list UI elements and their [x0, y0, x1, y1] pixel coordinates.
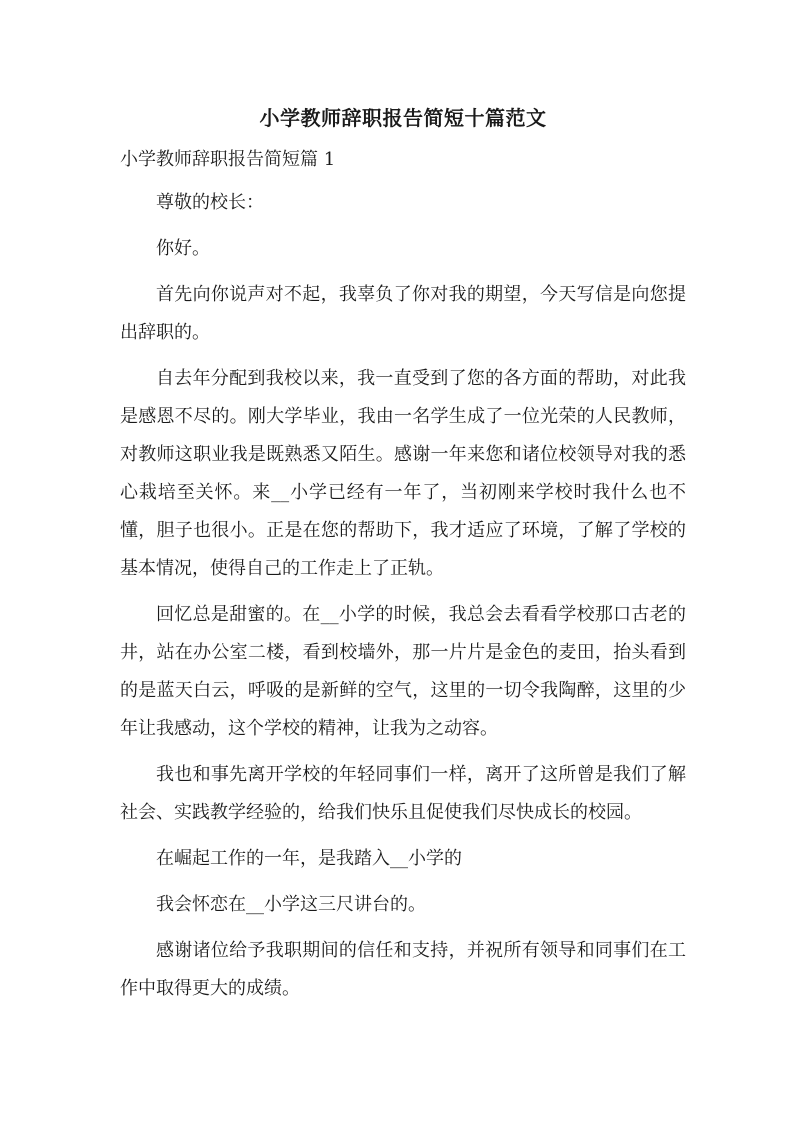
paragraph-first-year: 在崛起工作的一年，是我踏入__小学的	[156, 848, 462, 869]
paragraph-gratitude: 自去年分配到我校以来，我一直受到了您的各方面的帮助，对此我是感恩不尽的。刚大学毕业，我由一名学生成了一位光荣的人民教师，对教师这职业我是既熟悉又陌生。感谢一年来您和诸位校领导对我的悉心栽培至关怀。来__小学已经有一年了，当初刚来学校时我什么也不懂，胆子也很小。正是在您的帮助下，我才适应了环境，了解了学校的基本情况，使得自己的工作走上了正轨。	[120, 368, 686, 579]
paragraph-apology: 首先向你说声对不起，我辜负了你对我的期望，今天写信是向您提出辞职的。	[120, 284, 686, 343]
section-heading: 小学教师辞职报告简短篇 1	[120, 149, 336, 170]
document-page	[120, 100, 686, 1016]
paragraph-greeting: 你好。	[156, 238, 210, 259]
document-title: 小学教师辞职报告简短十篇范文	[259, 106, 547, 130]
paragraph-salutation: 尊敬的校长：	[156, 192, 264, 213]
paragraph-leaving: 我也和事先离开学校的年轻同事们一样，离开了这所曾是我们了解社会、实践教学经验的，给我们快乐且促使我们尽快成长的校园。	[120, 764, 686, 823]
paragraph-memories: 回忆总是甜蜜的。在__小学的时候，我总会去看看学校那口古老的井，站在办公室二楼，看到校墙外，那一片片是金色的麦田，抬头看到的是蓝天白云，呼吸的是新鲜的空气，这里的一切令我陶醉，这里的少年让我感动，这个学校的精神，让我为之动容。	[120, 604, 686, 739]
paragraph-nostalgia: 我会怀恋在__小学这三尺讲台的。	[156, 894, 426, 915]
paragraph-closing: 感谢诸位给予我职期间的信任和支持，并祝所有领导和同事们在工作中取得更大的成绩。	[120, 940, 686, 999]
